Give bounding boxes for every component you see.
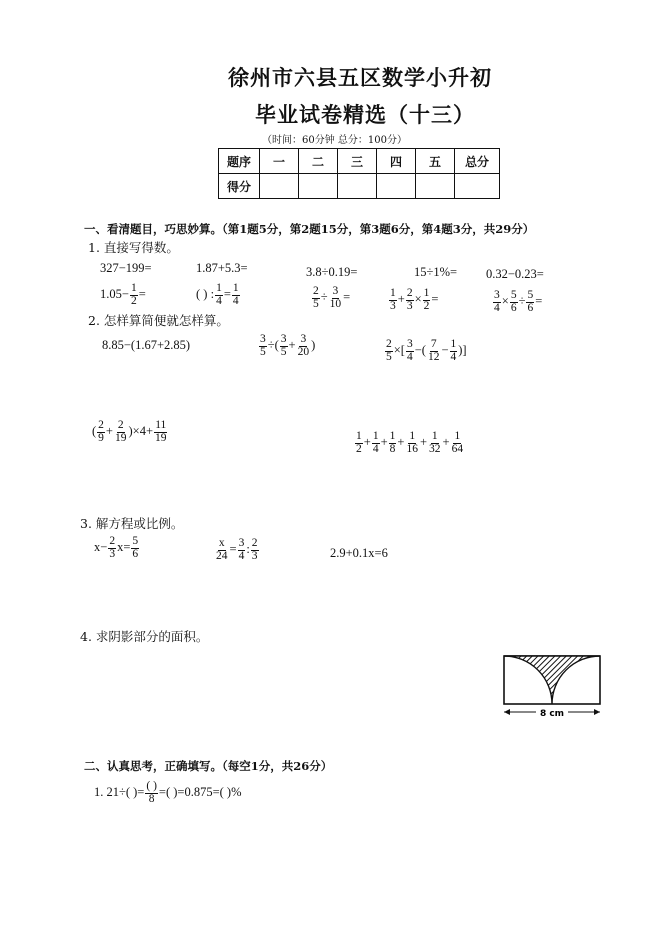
q4-label: 4. 求阴影部分的面积。 bbox=[80, 629, 209, 644]
figure-label: 8 cm bbox=[539, 709, 565, 719]
q2-expr-1: 8.85−(1.67+2.85) bbox=[102, 338, 191, 352]
score-input-cell[interactable] bbox=[377, 174, 416, 199]
figure-shaded-region bbox=[504, 656, 600, 704]
q1-item-f: 1.05− $\frac{1}{2}$ = bbox=[100, 282, 146, 307]
q1-item-h: $\frac{2}{5}$ ÷ $\frac{3}{10}$ = bbox=[313, 285, 351, 310]
q3-eq-3: 2.9+0.1x=6 bbox=[330, 546, 388, 560]
q2-expr-5: $\frac{1}{2}$ + $\frac{1}{4}$ + $\frac{1}{8}$ + $\frac{1}{16}$ + $\frac{1}{32}$ + $\frac{1}{64}$ bbox=[356, 430, 464, 455]
q2-expr-3: $\frac{2}{5}$ ×[ $\frac{3}{4}$ −( $\frac{7}{12}$ − $\frac{1}{4}$ )] bbox=[386, 338, 467, 363]
q2-expr-4: ( $\frac{2}{9}$ + $\frac{2}{19}$ )×4+ $\frac{11}{19}$ bbox=[92, 419, 167, 444]
q1-item-j: $\frac{3}{4}$ × $\frac{5}{6}$ ÷ $\frac{5}{6}$ = bbox=[494, 289, 543, 314]
score-header-cell: 题序 bbox=[219, 149, 260, 174]
score-header-cell: 一 bbox=[260, 149, 299, 174]
exam-title-line2: 毕业试卷精选（十三） bbox=[255, 102, 475, 127]
score-header-cell: 总分 bbox=[455, 149, 500, 174]
score-table-header-row bbox=[219, 149, 500, 174]
exam-meta: （时间：60分钟 总分：100分） bbox=[262, 135, 407, 146]
q1-label: 1. 直接写得数。 bbox=[88, 240, 179, 255]
q2-expr-2: $\frac{3}{5}$ ÷( $\frac{3}{5}$ + $\frac{3}{20}$ ) bbox=[260, 333, 316, 358]
score-input-cell[interactable] bbox=[260, 174, 299, 199]
q1-item-d: 15÷1%= bbox=[414, 265, 458, 279]
q1-item-e: 0.32−0.23= bbox=[486, 267, 544, 281]
score-header-cell: 五 bbox=[416, 149, 455, 174]
q1-item-a: 327−199= bbox=[100, 261, 152, 275]
score-header-cell: 二 bbox=[299, 149, 338, 174]
score-table-score-row bbox=[219, 174, 500, 199]
part1-heading: 一、看清题目，巧思妙算。（第1题5分，第2题15分，第3题6分，第4题3分，共29分） bbox=[84, 222, 535, 236]
part2-heading: 二、认真思考，正确填写。（每空1分，共26分） bbox=[84, 759, 333, 773]
q1-item-b: 1.87+5.3= bbox=[196, 261, 248, 275]
q1-item-g: ( ) : $\frac{1}{4}$ = $\frac{1}{4}$ bbox=[196, 282, 239, 307]
q3-eq-1: x− $\frac{2}{3}$ x= $\frac{5}{6}$ bbox=[94, 535, 139, 560]
score-input-cell[interactable] bbox=[299, 174, 338, 199]
q3-eq-2: $\frac{x}{24}$ = $\frac{3}{4}$ : $\frac{2}{3}$ bbox=[216, 537, 258, 562]
score-table bbox=[218, 148, 500, 199]
shaded-area-figure bbox=[498, 650, 608, 720]
score-input-cell[interactable] bbox=[338, 174, 377, 199]
q1-item-c: 3.8÷0.19= bbox=[306, 265, 358, 279]
q1-item-i: $\frac{1}{3}$ + $\frac{2}{3}$ × $\frac{1}{2}$ = bbox=[390, 287, 439, 312]
score-input-cell[interactable] bbox=[455, 174, 500, 199]
q3-label: 3. 解方程或比例。 bbox=[80, 516, 184, 531]
score-header-cell: 四 bbox=[377, 149, 416, 174]
q2-label: 2. 怎样算简便就怎样算。 bbox=[88, 313, 229, 328]
part2-q1: 1. 21÷( )= $\frac{( )}{8}$ =( )=0.875=( )% bbox=[94, 780, 242, 805]
score-header-cell: 三 bbox=[338, 149, 377, 174]
score-row-label: 得分 bbox=[219, 174, 260, 199]
exam-title-line1: 徐州市六县五区数学小升初 bbox=[228, 65, 492, 90]
score-input-cell[interactable] bbox=[416, 174, 455, 199]
